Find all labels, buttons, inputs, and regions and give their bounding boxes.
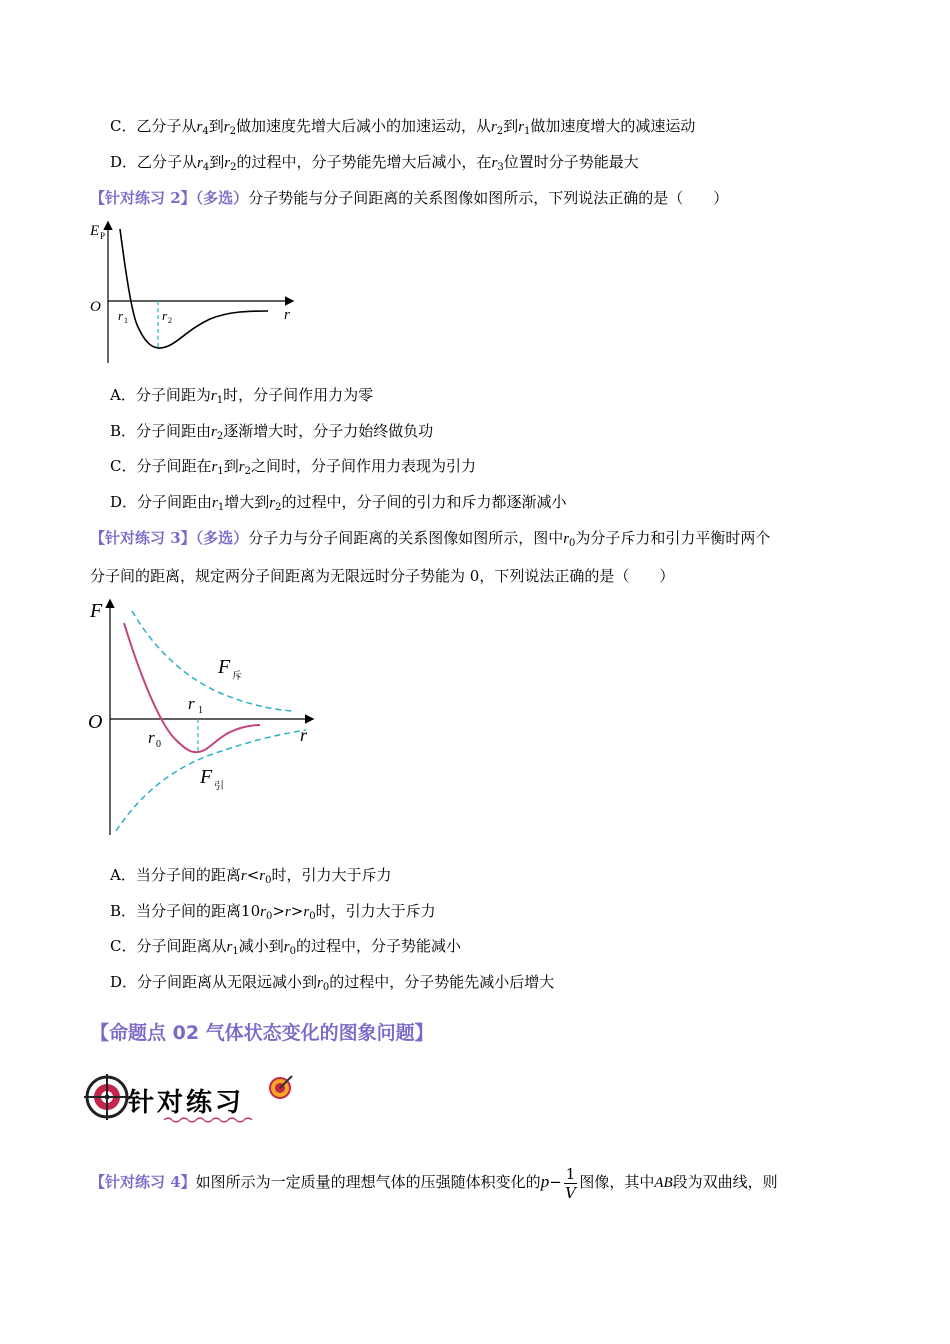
q3-force-graph [80, 595, 330, 845]
svg-text:1: 1 [198, 705, 203, 716]
q3-xlabel: r [300, 725, 308, 745]
q2-xlabel: r [284, 307, 290, 323]
q2-option-a: A．分子间距为$r_1$时，分子间作用力为零 [110, 386, 374, 406]
q3-option-d: D．分子间距离从无限远减小到$r_0$的过程中，分子势能先减小后增大 [110, 973, 555, 993]
q4-stem: 【针对练习 4】如图所示为一定质量的理想气体的压强随体积变化的p− $\frac{1}{V}$ 图像，其中AB段为双曲线，则 [90, 1164, 778, 1202]
q1-option-d: D．乙分子从$r_4$到$r_2$的过程中，分子势能先增大后减小，在$r_3$位置时分子势能最大 [110, 153, 639, 173]
svg-text:斥: 斥 [232, 671, 242, 682]
banner-dart-icon [268, 1074, 294, 1100]
q2-ep-graph [80, 215, 310, 375]
svg-text:1: 1 [124, 316, 128, 325]
q3-option-b: B．当分子间的距离$10r_0>r>r_0$时，引力大于斥力 [110, 902, 436, 922]
q2-origin: O [90, 299, 101, 315]
svg-text:2: 2 [168, 316, 172, 325]
section-heading: 【命题点 02 气体状态变化的图象问题】 [90, 1022, 434, 1044]
q3-stem-line2: 分子间的距离，规定两分子间距离为无限远时分子势能为 0，下列说法正确的是（ ） [90, 567, 675, 585]
q2-tag: 【针对练习 2】 [90, 189, 196, 207]
q2-ylabel-sub: P [100, 231, 106, 241]
banner-title: 针对练习 [128, 1088, 245, 1118]
q3-option-c: C．分子间距离从$r_1$减小到$r_0$的过程中，分子势能减小 [110, 937, 461, 957]
q2-option-b: B．分子间距由$r_2$逐渐增大时，分子力始终做负功 [110, 422, 434, 442]
q2-stem: 【针对练习 2】（多选）分子势能与分子间距离的关系图像如图所示，下列说法正确的是（ ） [90, 189, 729, 207]
q2-option-d: D．分子间距由$r_1$增大到$r_2$的过程中，分子间的引力和斥力都逐渐减小 [110, 493, 567, 513]
q2-r1-label: r [118, 308, 124, 323]
q4-tag: 【针对练习 4】 [90, 1173, 196, 1191]
q3-tag: 【针对练习 3】 [90, 529, 196, 547]
banner-target-icon [84, 1074, 130, 1120]
q2-r2-label: r [162, 308, 168, 323]
q2-ylabel: E [90, 223, 100, 239]
q2-option-c: C．分子间距在$r_1$到$r_2$之间时，分子间作用力表现为引力 [110, 457, 476, 477]
banner-underline [164, 1116, 254, 1124]
q3-r1-label: r [188, 694, 195, 713]
svg-text:0: 0 [156, 739, 161, 750]
q3-option-a: A．当分子间的距离$r<r_0$时，引力大于斥力 [110, 866, 392, 886]
q4-fraction: $\frac{1}{V}$ [565, 1164, 576, 1202]
q2-ep-curve [120, 229, 268, 348]
q3-stem-line1: 【针对练习 3】（多选）分子力与分子间距离的关系图像如图所示，图中$r_0$为分子斥力和引力平衡时两个 [90, 529, 771, 549]
q3-r0-label: r [148, 728, 155, 747]
q3-net-force-curve [124, 623, 260, 752]
q1-option-c: C．乙分子从$r_4$到$r_2$做加速度先增大后减小的加速运动，从$r_2$到$r_1$做加速度增大的减速运动 [110, 117, 696, 137]
svg-text:引: 引 [214, 781, 224, 792]
q3-origin: O [88, 711, 103, 733]
q3-ylabel: F [90, 600, 103, 622]
q3-repulsive-curve [132, 611, 292, 711]
q3-frep-label: F [218, 656, 231, 678]
q3-fatt-label: F [200, 766, 213, 788]
